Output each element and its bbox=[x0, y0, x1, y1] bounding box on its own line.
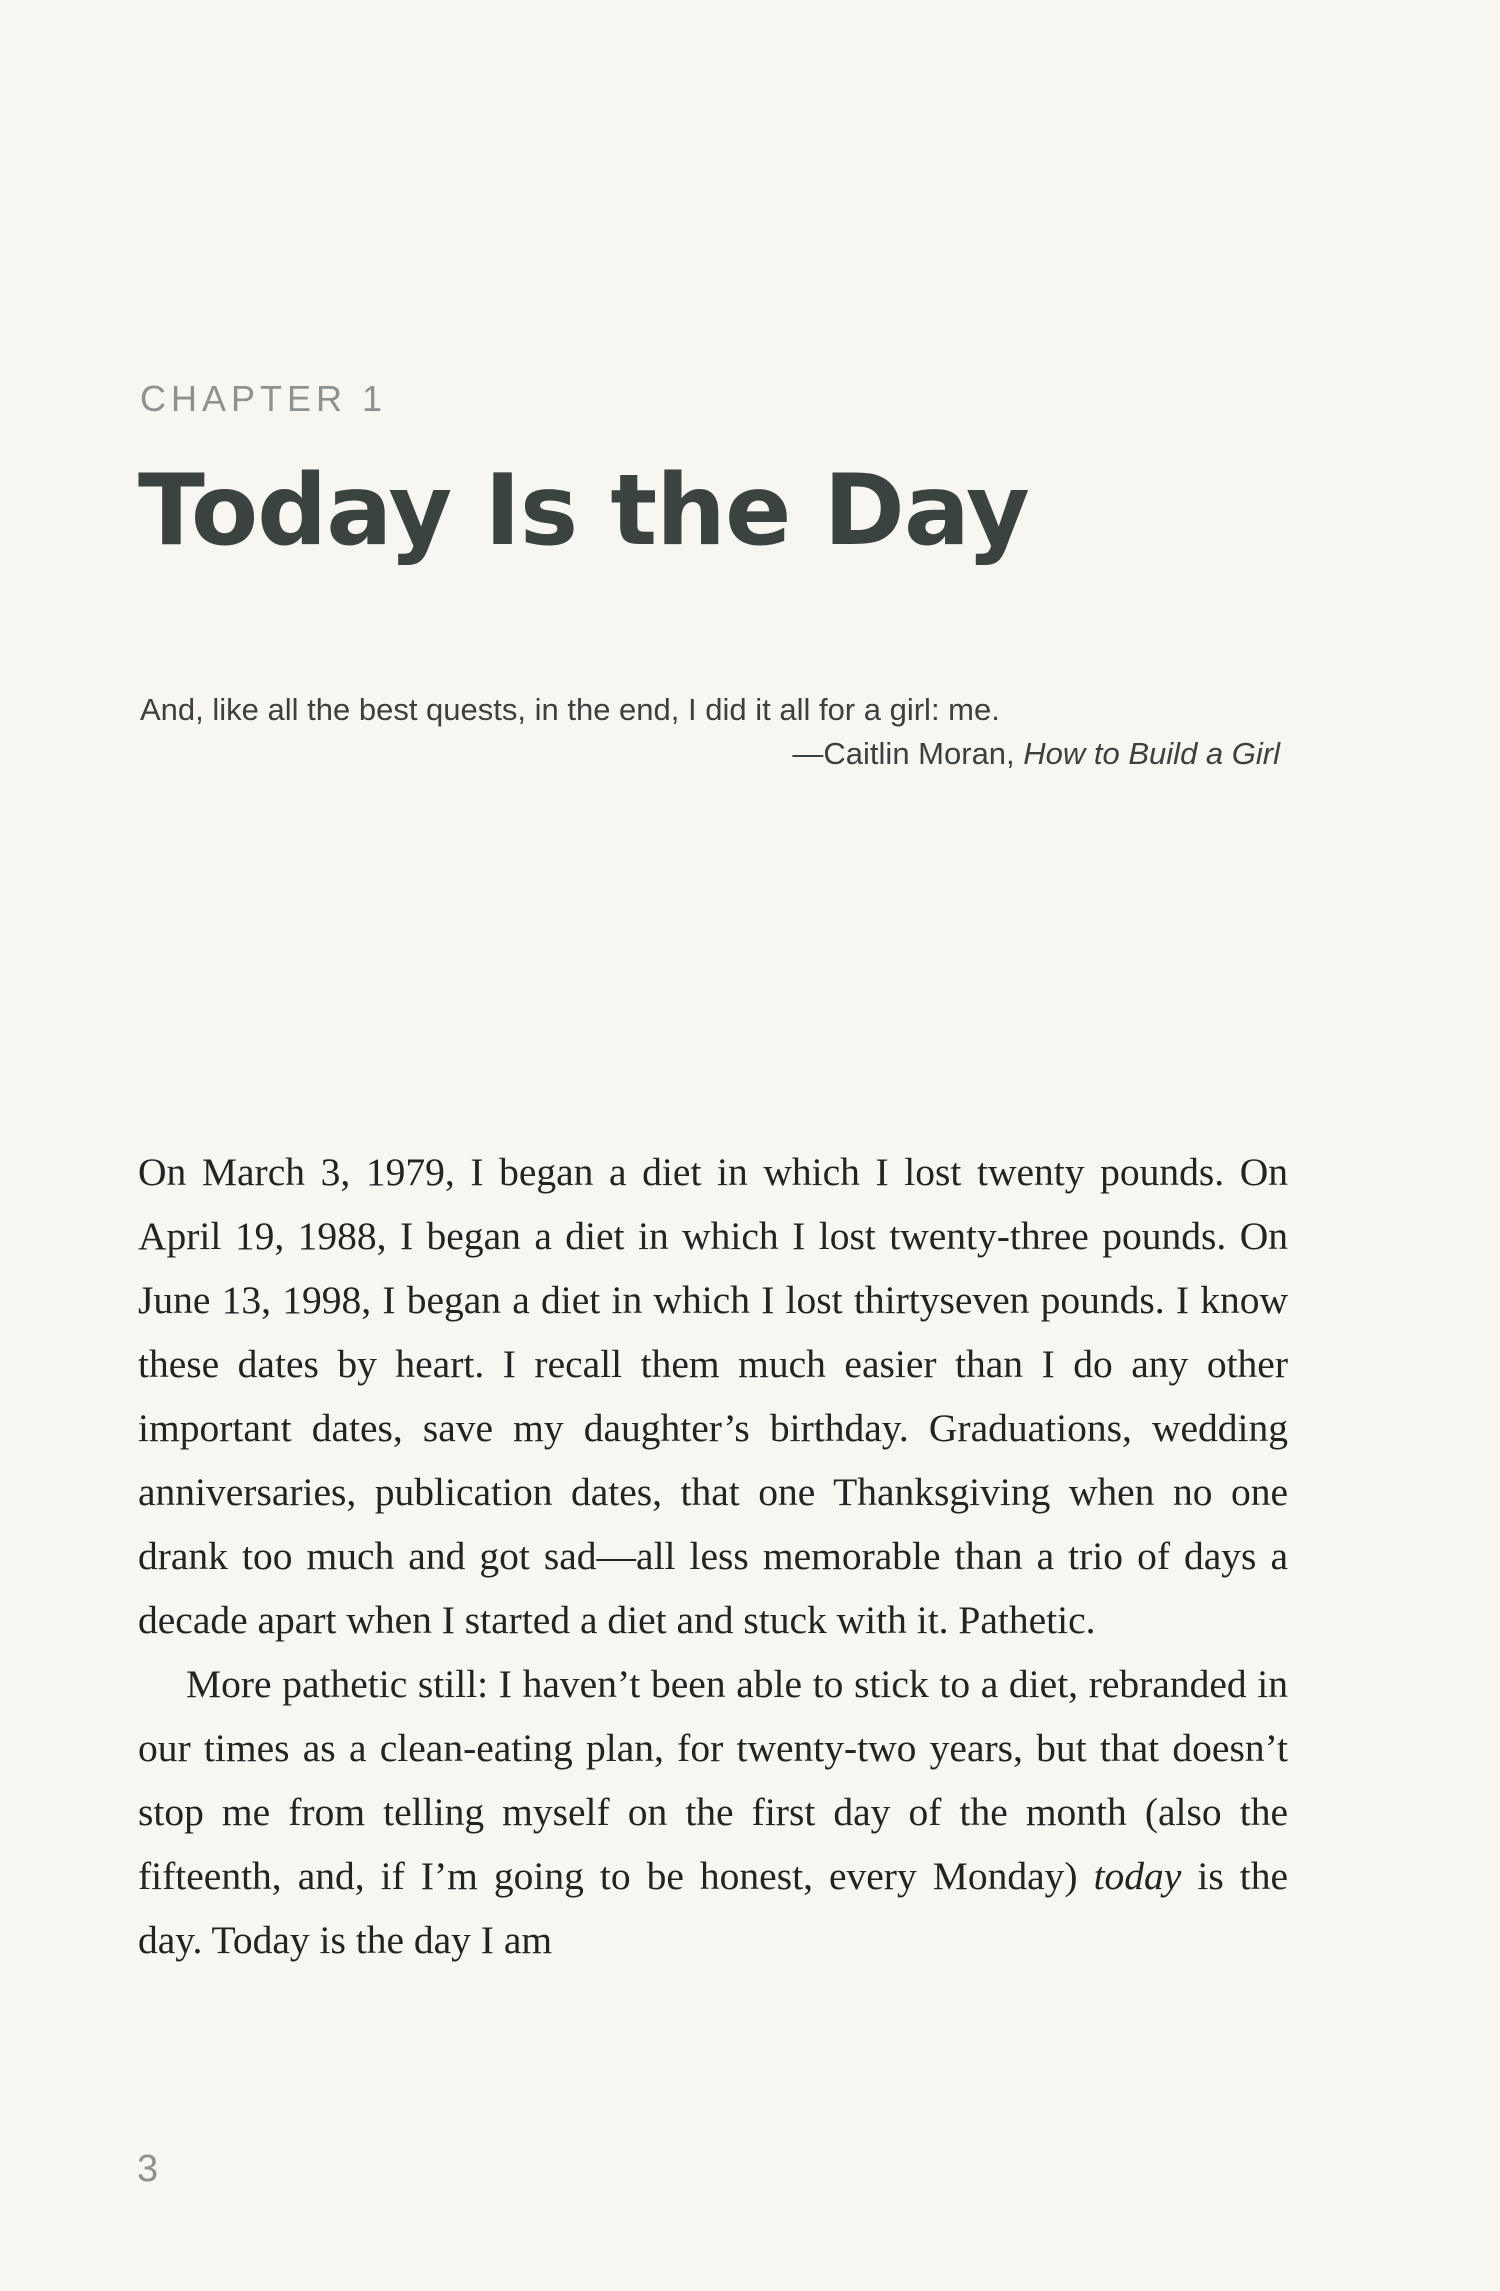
paragraph-2-end: is the day. Today is the day I am bbox=[138, 1854, 1288, 1962]
paragraph-1: On March 3, 1979, I began a diet in which I lost twenty pounds. On April 19, 1988, I began a diet in which I lost twenty-three pounds. On June 13, 1998, I began a diet in which I lost thirtyseven pounds. I know these dates by heart. I recall them much easier than I do any other important dates, save my daughter’s birthday. Graduations, wedding anniversaries, publication dates, that one Thanksgiving when no one drank too much and got sad—all less memorable than a trio of days a decade apart when I started a diet and stuck with it. Pathetic. bbox=[138, 1150, 1288, 1642]
epigraph-work-title: How to Build a Girl bbox=[1023, 736, 1280, 771]
paragraph-2 bbox=[138, 1652, 1288, 1972]
chapter-label: CHAPTER 1 bbox=[140, 378, 388, 419]
body-text bbox=[138, 1140, 1288, 1972]
epigraph-author: —Caitlin Moran, bbox=[792, 736, 1024, 771]
epigraph-quote: And, like all the best quests, in the end, I did it all for a girl: me. bbox=[140, 692, 1000, 727]
page-number: 3 bbox=[137, 2148, 159, 2190]
paragraph-2-emphasis: today bbox=[1093, 1854, 1182, 1898]
epigraph-attribution bbox=[140, 732, 1290, 776]
epigraph bbox=[140, 688, 1290, 776]
paragraph-2-start: More pathetic still: I haven’t been able to stick to a diet, rebranded in our times as a clean-eating plan, for twenty-two years, but that doesn’t stop me from telling myself on the first day of the month (also the fifteenth, and, if I’m going to be honest, every Monday) bbox=[138, 1662, 1288, 1898]
chapter-title: Today Is the Day bbox=[138, 454, 1029, 568]
